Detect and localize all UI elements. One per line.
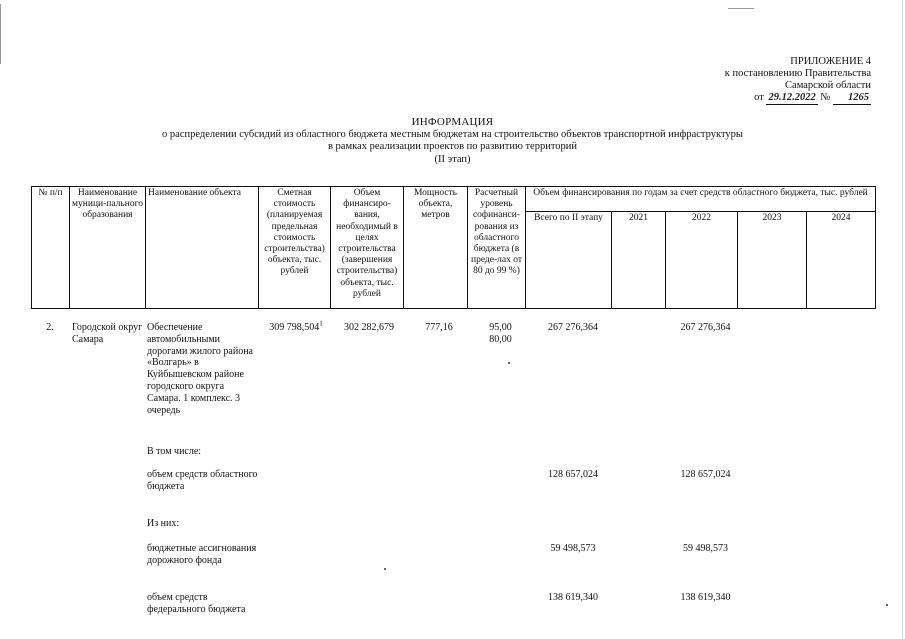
row-num: 2. <box>46 322 54 333</box>
row-cost <box>260 319 332 334</box>
header-cost: Сметная стоимость (планируемая предельная стоимость строительства) объекта, тыс. рублей <box>259 187 331 309</box>
header-capacity: Мощность объекта, метров <box>404 187 468 309</box>
row-object: Обеспечение автомобильными дорогами жилого района «Волгарь» в Куйбышевском районе городского округа Самара. 1 комплекс. 3 очередь <box>147 322 253 416</box>
row-level-1: 95,00 <box>489 322 512 333</box>
header-total: Всего по II этапу <box>526 212 612 309</box>
title-line-3: (II этап) <box>434 153 471 165</box>
header-2021: 2021 <box>612 212 666 309</box>
appendix-date: 29.12.2022 <box>768 92 816 103</box>
title-line-1: о распределении субсидий из областного бюджета местным бюджетам на строительство объектов транспортной инфраструктуры <box>162 128 743 140</box>
header-municipality: Наименование муници-пального образования <box>70 187 146 309</box>
appendix-title: ПРИЛОЖЕНИЕ 4 <box>790 56 871 67</box>
federal-2022: 138 619,340 <box>680 592 731 603</box>
appendix-block <box>725 56 871 105</box>
of-them-label: Из них: <box>147 518 180 529</box>
regional-2022: 128 657,024 <box>680 469 731 480</box>
scan-speck <box>886 604 888 606</box>
header-funding-group: Объем финансирования по годам за счет средств областного бюджета, тыс. рублей <box>526 187 876 212</box>
row-total: 267 276,364 <box>548 322 598 333</box>
title-heading: ИНФОРМАЦИЯ <box>411 116 494 128</box>
regional-label: объем средств областного бюджета <box>147 469 258 492</box>
appendix-date-line <box>725 92 871 105</box>
appendix-region: Самарской области <box>785 80 871 91</box>
including-label: В том числе: <box>147 446 202 457</box>
scan-edge-left <box>0 4 1 64</box>
row-2022: 267 276,364 <box>680 322 731 333</box>
header-2024: 2024 <box>807 212 876 309</box>
header-level: Расчетный уровень софинанси-рования из областного бюджета (в преде-лах от 80 до 99 %) <box>468 187 526 309</box>
road-fund-total: 59 498,573 <box>550 543 596 554</box>
document-title <box>0 116 905 166</box>
appendix-number: 1265 <box>833 92 871 105</box>
scan-speck <box>508 362 510 364</box>
header-volume: Объем финансиро-вания, необходимый в целях строительства (завершения строительства) объекта, тыс. рублей <box>331 187 404 309</box>
header-2023: 2023 <box>738 212 807 309</box>
appendix-resolution: к постановлению Правительства <box>724 68 871 79</box>
row-municipality: Городской округ Самара <box>72 322 143 345</box>
row-cost-value: 309 798,504 <box>269 322 320 333</box>
regional-total: 128 657,024 <box>548 469 598 480</box>
row-capacity: 777,16 <box>425 322 453 333</box>
scan-speck <box>384 568 386 570</box>
header-num: № п/п <box>32 187 70 309</box>
road-fund-label: бюджетные ассигнования дорожного фонда <box>147 543 257 566</box>
title-line-2: в рамках реализации проектов по развитию территорий <box>327 141 578 152</box>
appendix-number-label: № <box>820 92 831 103</box>
row-volume: 302 282,679 <box>344 322 394 333</box>
header-object: Наименование объекта <box>146 187 259 309</box>
scan-artifact <box>728 8 754 9</box>
federal-total: 138 619,340 <box>548 592 598 603</box>
table-header <box>31 186 876 309</box>
row-cost-footnote: 1 <box>319 319 323 328</box>
appendix-date-prefix: от <box>754 92 764 103</box>
road-fund-2022: 59 498,573 <box>683 543 728 554</box>
header-2022: 2022 <box>666 212 738 309</box>
scan-edge-right <box>902 0 903 639</box>
row-level <box>472 322 529 346</box>
federal-label: объем средств федерального бюджета <box>147 592 246 615</box>
row-level-2: 80,00 <box>489 333 512 345</box>
